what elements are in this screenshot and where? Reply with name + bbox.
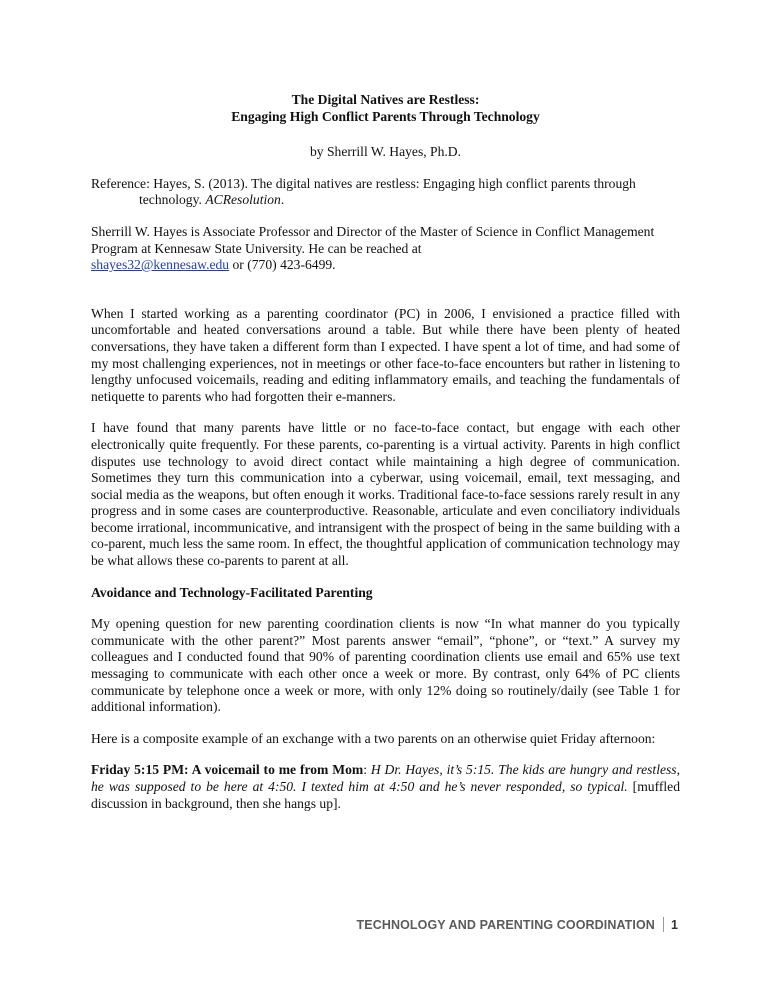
page-content	[91, 92, 680, 812]
exchange-note: [muffled discussion in background, then she hangs up].	[91, 779, 680, 811]
body-paragraph-3: My opening question for new parenting coordination clients is now “In what manner do you typically communicate with the other parent?” Most parents answer “email”, “phone”, or “text.” A survey my colleagues and I conducted found that 90% of parenting coordination clients use email and 65% use text messaging to communicate with each other once a week or more. By contrast, only 64% of PC clients communicate by telephone once a week or more, with only 12% doing so routinely/daily (see Table 1 for additional information).	[91, 616, 680, 715]
reference-end: .	[280, 192, 285, 208]
journal-name: ACResolution	[205, 192, 281, 208]
title-line-2: Engaging High Conflict Parents Through Technology	[231, 108, 540, 124]
exchange-colon: :	[363, 762, 371, 778]
exchange-label: Friday 5:15 PM: A voicemail to me from Mom	[91, 762, 364, 778]
page-number: 1	[670, 918, 678, 932]
title-line-1: The Digital Natives are Restless:	[291, 92, 480, 107]
footer-divider	[663, 917, 664, 932]
exchange-paragraph	[91, 762, 680, 812]
section-heading: Avoidance and Technology-Facilitated Parenting	[91, 584, 373, 600]
exchange-quote: H Dr. Hayes, it’s 5:15. The kids are hungry and restless, he was supposed to be here at 4:50. I texted him at 4:50 and he’s never responded, so typical.	[91, 762, 680, 794]
email-link[interactable]: shayes32@kennesaw.edu	[91, 257, 230, 273]
article-title	[91, 92, 680, 125]
reference-text: Reference: Hayes, S. (2013). The digital natives are restless: Engaging high conflict parents through technology.	[91, 175, 636, 208]
body-paragraph-1: When I started working as a parenting coordinator (PC) in 2006, I envisioned a practice filled with uncomfortable and heated conversations around a table. But while there have been plenty of heated conversations, they have taken a different form than I expected. I have spent a lot of time, and had some of my most challenging experiences, not in meetings or other face-to-face encounters but rather in listening to lengthy unfocused voicemails, reading and editing inflammatory emails, and teaching the fundamentals of netiquette to parents who had forgotten their e-manners.	[91, 305, 680, 404]
body-paragraph-2: I have found that many parents have little or no face-to-face contact, but engage with each other electronically quite frequently. For these parents, co-parenting is a virtual activity. Parents in high conflict disputes use technology to avoid direct contact while maintaining a high degree of communication. Sometimes they turn this communication into a cyberwar, using voicemail, email, text messaging, and social media as the weapons, but often enough it works. Traditional face-to-face sessions rarely result in any progress and in some cases are counterproductive. Reasonable, articulate and even conciliatory individuals become irrational, incommunicative, and intransigent with the prospect of being in the same building with a co-parent, much less the same room. In effect, the thoughtful application of communication technology may be what allows these co-parents to parent at all.	[91, 420, 680, 569]
page-footer	[357, 917, 678, 932]
body-paragraph-4: Here is a composite example of an exchange with a two parents on an otherwise quiet Friday afternoon:	[91, 730, 656, 746]
bio-text: Sherrill W. Hayes is Associate Professor and Director of the Master of Science in Conflict Management Program at Kennesaw State University. He can be reached at	[91, 223, 655, 256]
bio-phone: or (770) 423-6499.	[229, 257, 336, 273]
running-title: TECHNOLOGY AND PARENTING COORDINATION	[356, 918, 655, 932]
byline: by Sherrill W. Hayes, Ph.D.	[309, 144, 462, 160]
reference-citation	[91, 176, 680, 209]
author-bio	[91, 224, 680, 274]
